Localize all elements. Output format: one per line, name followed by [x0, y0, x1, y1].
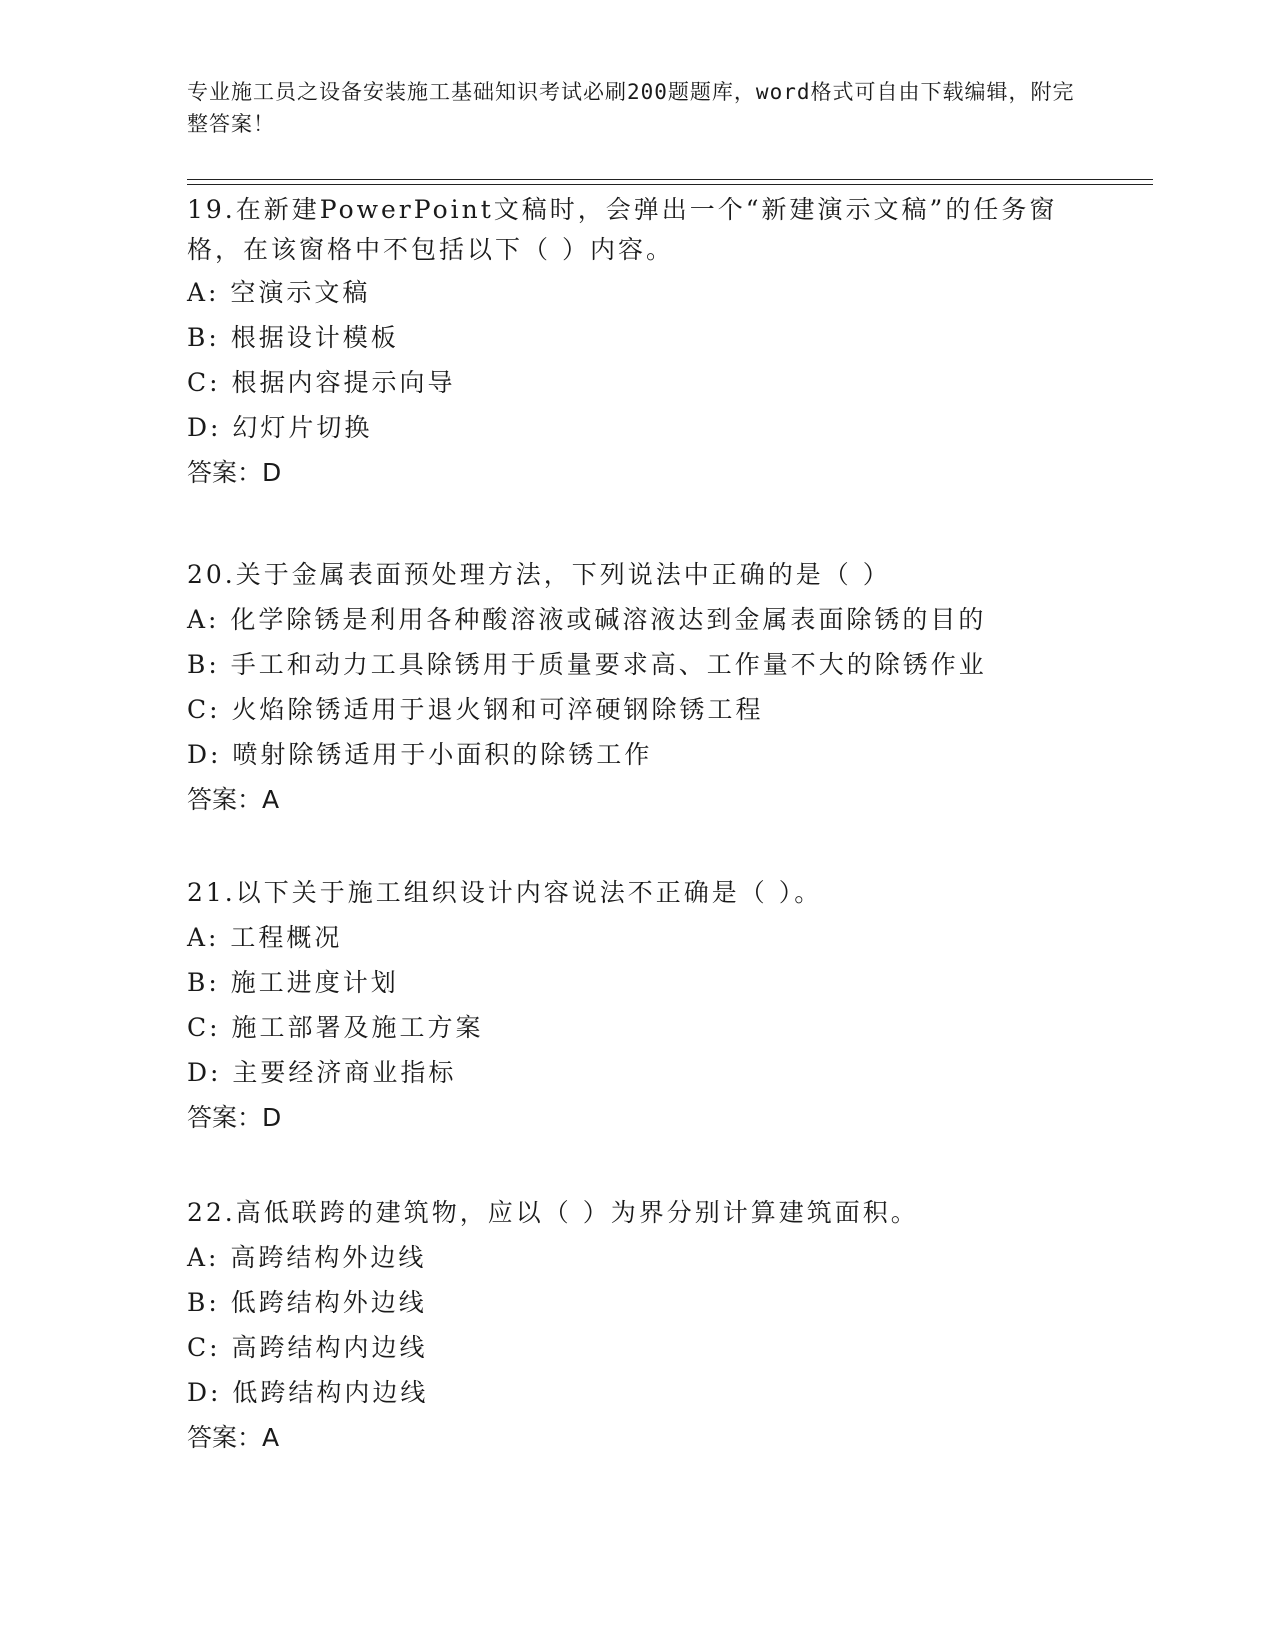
- answer-line: 答案：D: [187, 458, 282, 487]
- option-c: C: 根据内容提示向导: [187, 368, 456, 397]
- answer-line: 答案：A: [187, 1423, 280, 1452]
- question-20: [187, 552, 1087, 822]
- question-stem: 22.高低联跨的建筑物，应以（ ）为界分别计算建筑面积。: [187, 1198, 919, 1227]
- option-b: B: 手工和动力工具除锈用于质量要求高、工作量不大的除锈作业: [187, 650, 987, 679]
- option-a: A: 空演示文稿: [187, 278, 371, 307]
- option-c: C: 高跨结构内边线: [187, 1333, 428, 1362]
- question-stem: 19.在新建PowerPoint文稿时，会弹出一个“新建演示文稿”的任务窗格，在该窗格中不包括以下（ ）内容。: [187, 195, 1058, 264]
- header-divider-top: [187, 179, 1153, 180]
- question-21: [187, 870, 1087, 1140]
- option-a: A: 化学除锈是利用各种酸溶液或碱溶液达到金属表面除锈的目的: [187, 605, 987, 634]
- option-b: B: 根据设计模板: [187, 323, 399, 352]
- option-c: C: 火焰除锈适用于退火钢和可淬硬钢除锈工程: [187, 695, 764, 724]
- header-title: 专业施工员之设备安装施工基础知识考试必刷200题题库，word格式可自由下载编辑，附完整答案！: [187, 80, 1075, 136]
- option-d: D: 低跨结构内边线: [187, 1378, 429, 1407]
- answer-line: 答案：A: [187, 785, 280, 814]
- option-b: B: 低跨结构外边线: [187, 1288, 427, 1317]
- header-divider-bottom: [187, 184, 1153, 185]
- document-header: [187, 76, 1087, 140]
- option-d: D: 喷射除锈适用于小面积的除锈工作: [187, 740, 653, 769]
- question-stem: 20.关于金属表面预处理方法，下列说法中正确的是（ ）: [187, 560, 891, 589]
- question-19: [187, 190, 1087, 495]
- question-22: [187, 1190, 1087, 1460]
- option-a: A: 工程概况: [187, 923, 343, 952]
- option-d: D: 主要经济商业指标: [187, 1058, 457, 1087]
- option-d: D: 幻灯片切换: [187, 413, 373, 442]
- option-a: A: 高跨结构外边线: [187, 1243, 427, 1272]
- answer-line: 答案：D: [187, 1103, 282, 1132]
- option-b: B: 施工进度计划: [187, 968, 399, 997]
- option-c: C: 施工部署及施工方案: [187, 1013, 484, 1042]
- question-stem: 21.以下关于施工组织设计内容说法不正确是（ ）。: [187, 878, 823, 907]
